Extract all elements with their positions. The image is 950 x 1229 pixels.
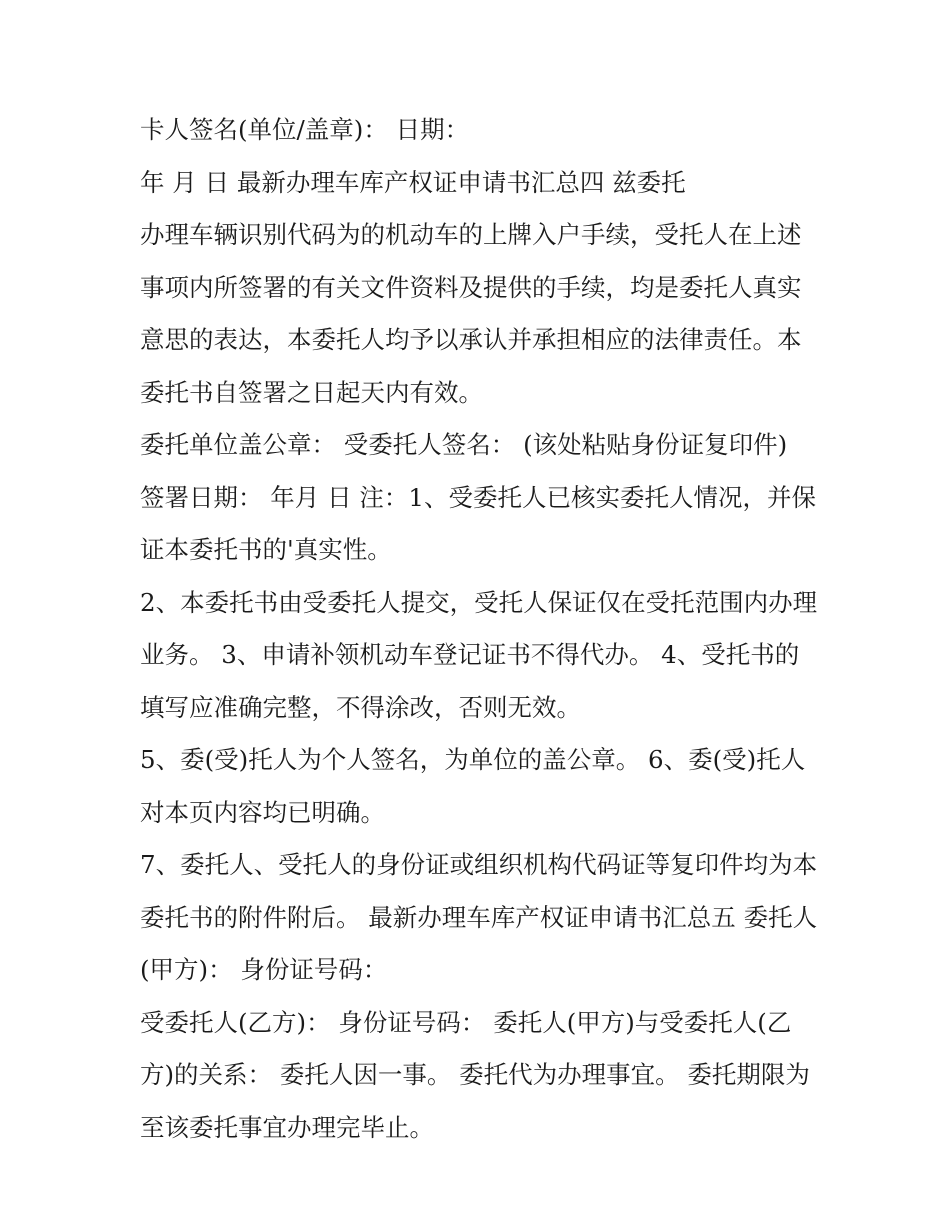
paragraph-note-2-4: 2、本委托书由受委托人提交，受托人保证仅在受托范围内办理业务。 3、申请补领机动车登记证书不得代办。 4、受托书的填写应准确完整，不得涂改，否则无效。 bbox=[140, 587, 818, 722]
paragraph-seal-signature: 委托单位盖公章： 受委托人签名： (该处粘贴身份证复印件) bbox=[140, 430, 788, 459]
paragraph-signature-date: 卡人签名(单位/盖章)： 日期： bbox=[140, 115, 470, 144]
paragraph-party-b: 受委托人(乙方)： 身份证号码： 委托人(甲方)与受委托人(乙方)的关系： 委托人因一事。 委托代为办理事宜。 委托期限为至该委托事宜办理完毕止。 bbox=[140, 1007, 810, 1142]
document-body bbox=[140, 104, 820, 1154]
paragraph-note-5-6: 5、委(受)托人为个人签名，为单位的盖公章。 6、委(受)托人对本页内容均已明确。 bbox=[140, 745, 806, 827]
paragraph-note-7: 7、委托人、受托人的身份证或组织机构代码证等复印件均为本委托书的附件附后。 最新办理车库产权证申请书汇总五 委托人(甲方)： 身份证号码： bbox=[140, 850, 818, 984]
paragraph-note-1: 签署日期： 年月 日 注：1、受委托人已核实委托人情况，并保证本委托书的'真实性。 bbox=[140, 482, 816, 564]
paragraph-entrustment-body: 办理车辆识别代码为的机动车的上牌入户手续，受托人在上述事项内所签署的有关文件资料及提供的手续，均是委托人真实意思的表达，本委托人均予以承认并承担相应的法律责任。本委托书自签署之日起天内有效。 bbox=[140, 220, 802, 407]
paragraph-heading-four: 年 月 日 最新办理车库产权证申请书汇总四 兹委托 bbox=[140, 167, 686, 197]
